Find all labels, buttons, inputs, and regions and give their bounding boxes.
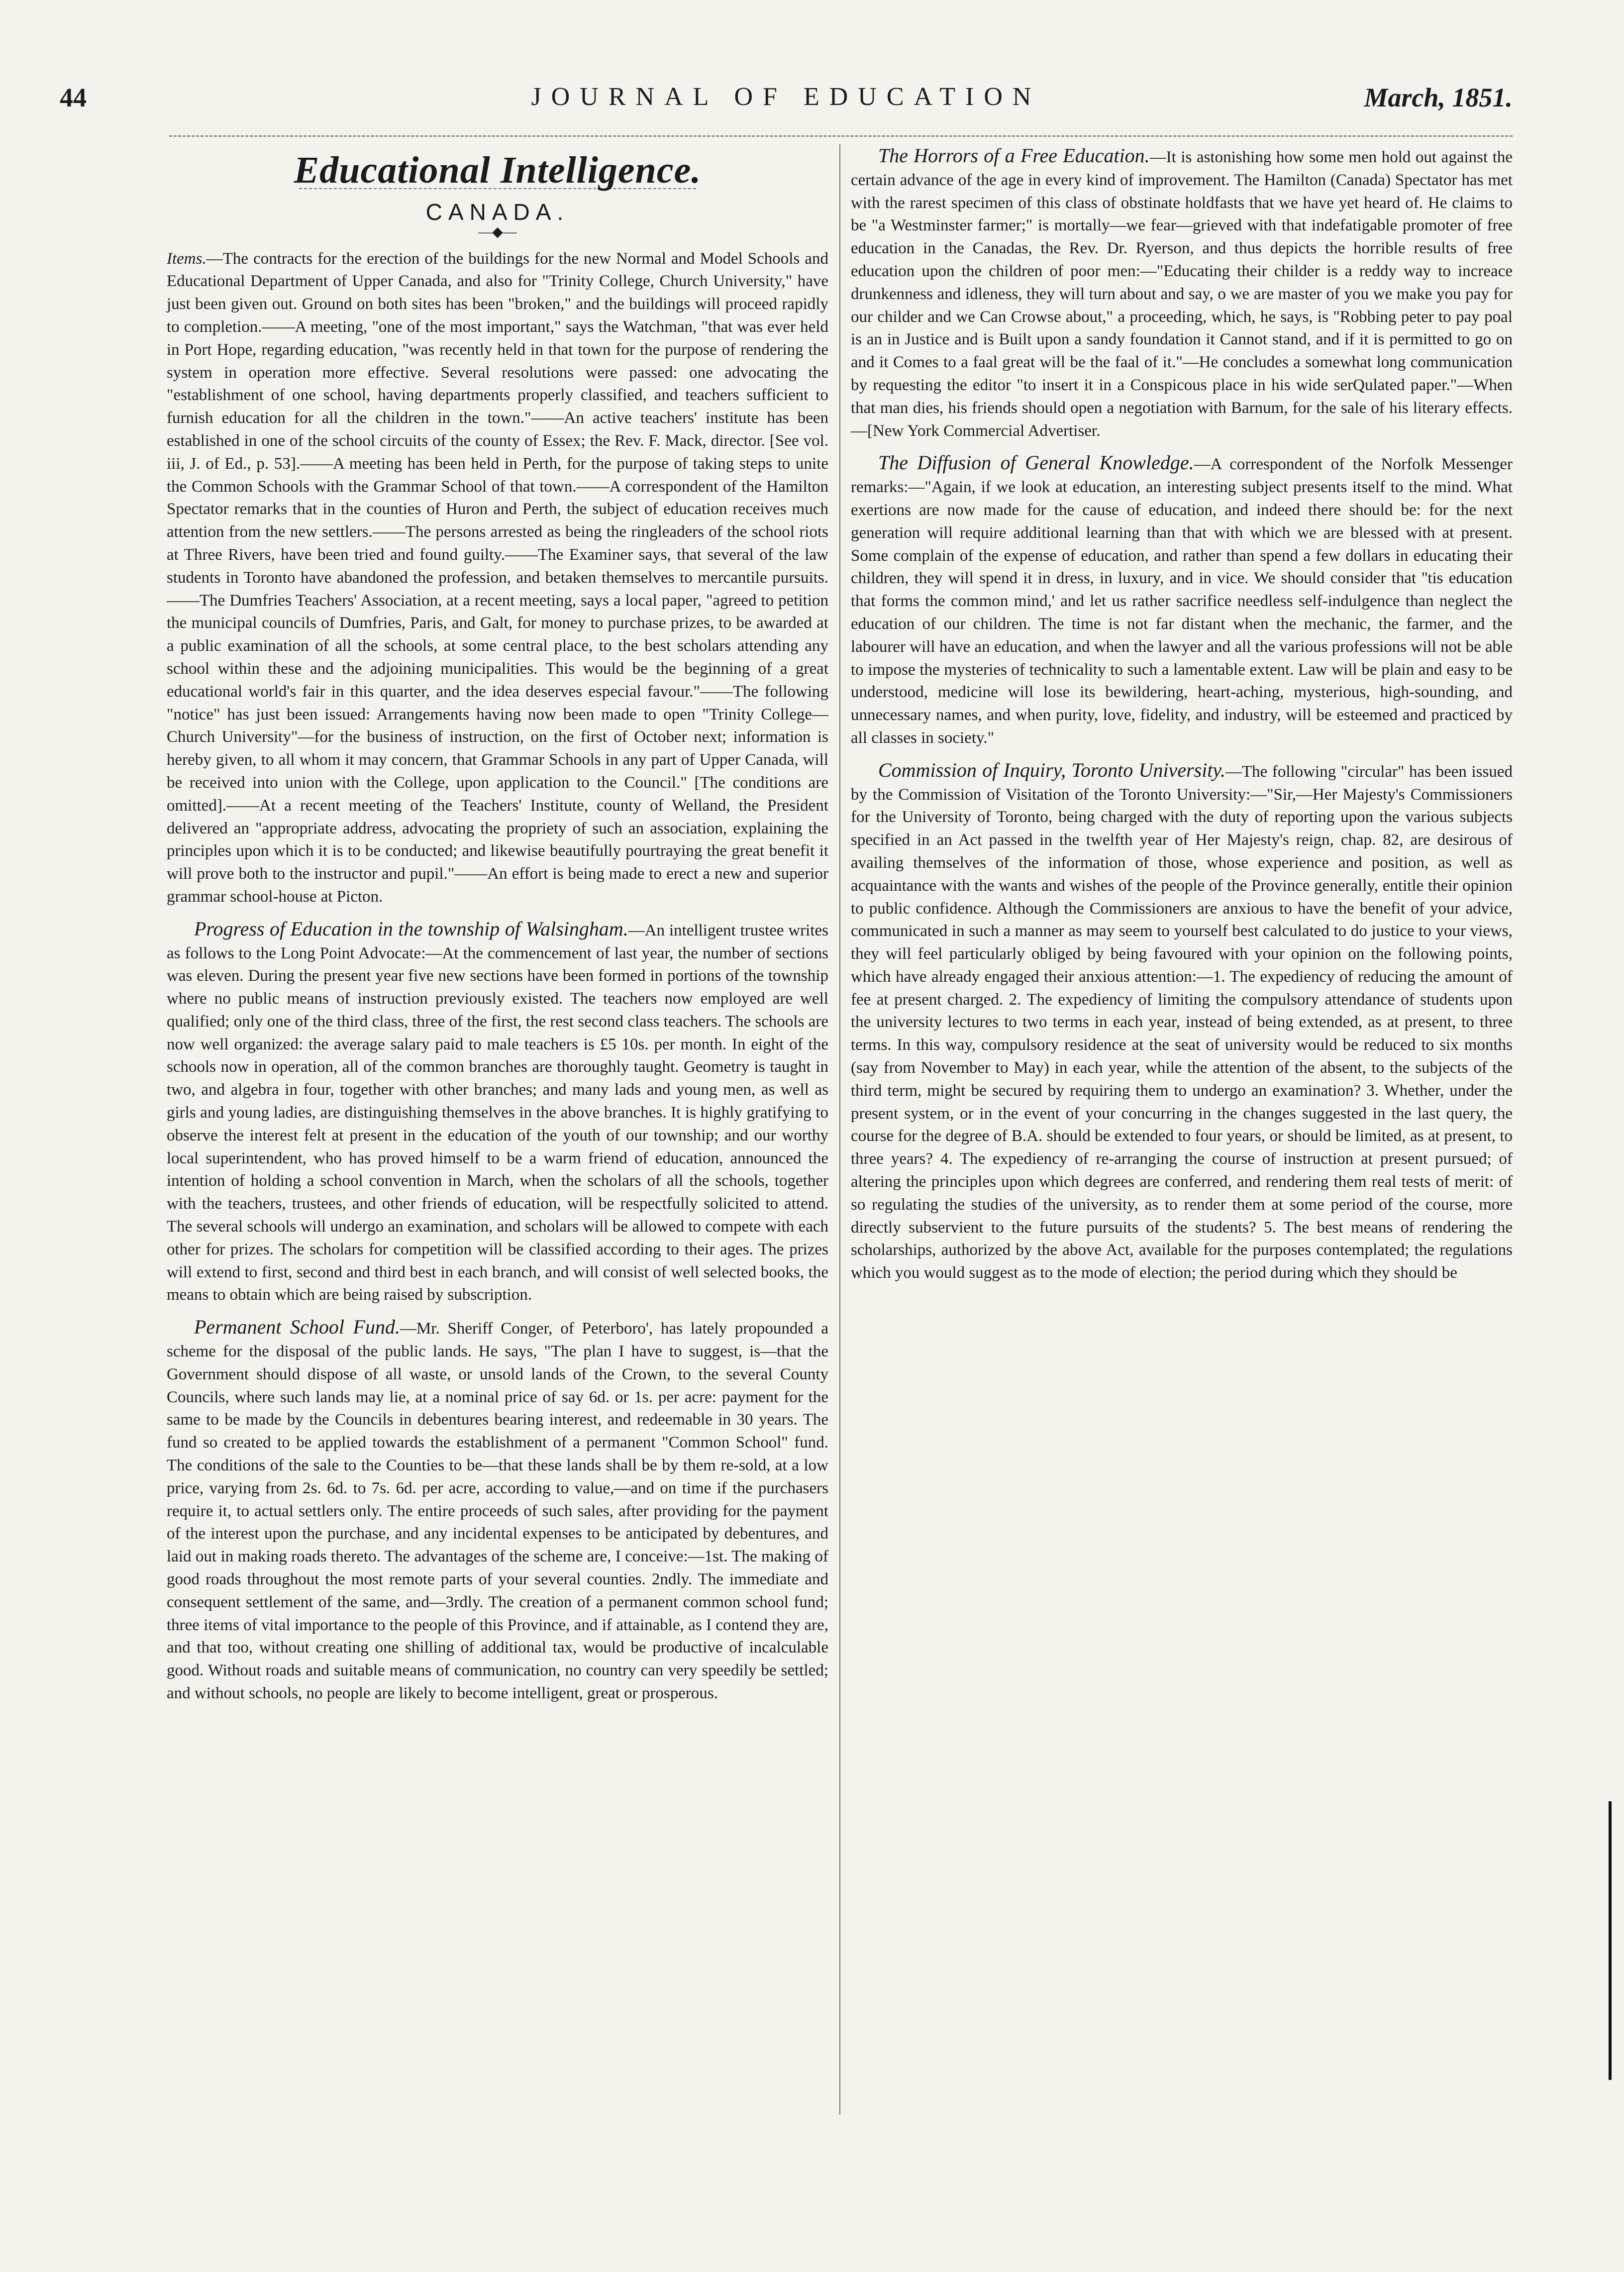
issue-date: March, 1851. (1364, 83, 1513, 112)
running-head (60, 82, 1513, 117)
article-body: —It is astonishing how some men hold out against the certain advance of the age in every kind of improvement. The Hamilton (Canada) Spectator has met with the rarest specimen of this class of obstinate holdfasts that we have yet heard of. He claims to be "a Westminster farmer;" is mortally—we fear—grieved with that indefatigable promoter of free education in the Canadas, the Rev. Dr. Ryerson, and thus depicts the horrible results of free education upon the children of poor men:—"Educating their childer is a reddy way to increace drunkenness and idleness, they will turn about and say, o we are master of you we make you pay for our childer and we Can Crowse about," a proceeding, which, he says, is "Robbing peter to pay poal is an in Justice and is Built upon a sandy foundation it Cannot stand, and if it is permitted to go on and it Comes to a faal great will be the faal of it."—He concludes a somewhat long communication by requesting the editor "to insert it in a Conspicous place in his wide serQulated paper."—When that man dies, his friends should open a negotiation with Barnum, for the sale of his literary effects.—[New York Commercial Advertiser. (851, 148, 1513, 440)
page-edge-mark (1609, 1801, 1612, 2080)
article-body: —The following "circular" has been issued by the Commission of Visitation of the Toronto University:—"Sir,—Her Majesty's Commissioners for the University of Toronto, being charged with the duty of reporting upon the various subjects specified in an Act passed in the twelfth year of Her Majesty's reign, chap. 82, are desirous of availing themselves of the information of those, whose experience and position, as well as acquaintance with the wants and wishes of the people of the Province generally, entitle their opinion to public confidence. Although the Commissioners are anxious to have the benefit of your advice, communicated in such a manner as may seem to yourself best calculated to do justice to your views, they will feel particularly obliged by being favoured with your opinion on the following points, which have already engaged their anxious attention:—1. The expediency of reducing the amount of fee at present charged. 2. The expediency of limiting the compulsory attendance of students upon the university lectures to two terms in each year, instead of being extended, as at present, to three terms. In this way, compulsory residence at the seat of university would be reduced to six months (say from November to May) in each year, while the attention of the absent, to the subjects of the third term, might be secured by requiring them to undergo an examination? 3. Whether, under the present system, or in the event of your concurring in the changes suggested in the last query, the course for the degree of B.A. should be extended to four years, or should be limited, as at present, to three years? 4. The expediency of re-arranging the course of instruction at present pursued; of altering the principles upon which degrees are conferred, and rendering them real tests of merit: of so regulating the studies of the university, as to render them at some period of the course, more directly subservient to the future pursuits of the students? 5. The best means of rendering the scholarships, authorized by the above Act, available for the purposes contemplated; the regulations which you would suggest as to the mode of election; the period during which they should be (851, 762, 1513, 1282)
article-horrors (851, 144, 1513, 442)
region-heading: CANADA. (425, 199, 570, 225)
left-column (167, 144, 828, 1714)
section-title: Educational Intelligence. (294, 149, 702, 191)
article-lead-in: Permanent School Fund. (194, 1316, 400, 1339)
article-diffusion (851, 451, 1513, 749)
article-lead-in: The Horrors of a Free Education. (878, 144, 1150, 167)
article-lead-in: Progress of Education in the township of Walsingham. (194, 917, 628, 940)
article-body: —A correspondent of the Norfolk Messenger remarks:—"Again, if we look at education, an interesting subject presents itself to the mind. What exertions are now made for the cause of education, and indeed there should be: for the next generation will require additional learning than that with which we are blessed with at present. Some complain of the expense of education, and rather than spend a few dollars in educating their children, they will spend it in dress, in luxury, and in vice. We should consider that ''tis education that forms the common mind,' and let us rather sacrifice needless self-indulgence than neglect the education of our children. The time is not far distant when the mechanic, the farmer, and the labourer will have an education, and when the lawyer and all the various professions will not be able to impose the mysteries of technicality to such a lamentable extent. Law will be plain and easy to be understood, medicine will lose its bewildering, heart-aching, mysterious, high-sounding, and unnecessary names, and when purity, love, fidelity, and industry, will be esteemed and practiced by all classes in society." (851, 455, 1513, 747)
ornament-divider: —◆— (478, 224, 517, 240)
article-lead-in: Items. (167, 249, 206, 268)
article-body: —The contracts for the erection of the buildings for the new Normal and Model Schools and Educational Department of Upper Canada, and also for "Trinity College, Church University," have just been given out. Ground on both sites has been "broken," and the buildings will proceed rapidly to completion.——A meeting, "one of the most important," says the Watchman, "that was ever held in Port Hope, regarding education, "was recently held in that town for the purpose of rendering the system in operation more effective. Several resolutions were passed: one advocating the "establishment of one school, having departments properly classified, and teachers sufficient to furnish education for all the children in the town."——An active teachers' institute has been established in one of the school circuits of the county of Essex; the Rev. F. Mack, director. [See vol. iii, J. of Ed., p. 53].——A meeting has been held in Perth, for the purpose of taking steps to unite the Common Schools with the Grammar School of that town.——A correspondent of the Hamilton Spectator remarks that in the counties of Huron and Perth, the subject of education receives much attention from the new settlers.——The persons arrested as being the ringleaders of the school riots at Three Rivers, have been tried and found guilty.——The Examiner says, that several of the law students in Toronto have abandoned the profession, and betaken themselves to mercantile pursuits.——The Dumfries Teachers' Association, at a recent meeting, says a local paper, "agreed to petition the municipal councils of Dumfries, Paris, and Galt, for money to purchase prizes, to be awarded at a public examination of all the schools, at some central place, to the best scholars attending any school within these and the adjoining municipalities. This would be the beginning of a great educational world's fair in this quarter, and the idea deserves especial favour."——The following "notice" has just been issued: Arrangements having now been made to open "Trinity College—Church University"—for the business of instruction, on the first of October next; information is hereby given, to all whom it may concern, that Grammar Schools in any part of Upper Canada, will be received into union with the College, upon application to the Council." [The conditions are omitted].——At a recent meeting of the Teachers' Institute, county of Welland, the President delivered an "appropriate address, advocating the propriety of such an association, explaining the principles upon which it is to be conducted; and likewise beautifully pourtraying the great benefit it will prove both to the instructor and pupil."——An effort is being made to erect a new and superior grammar school-house at Picton. (167, 249, 828, 906)
column-divider (839, 144, 840, 2115)
article-body: —An intelligent trustee writes as follows to the Long Point Advocate:—At the commencement of last year, the number of sections was eleven. During the present year five new sections have been formed in portions of the township where no public means of instruction previously existed. The teachers now employed are well qualified; only one of the third class, three of the first, the rest second class teachers. The schools are now well organized: the average salary paid to male teachers is £5 10s. per month. In eight of the schools now in operation, all of the common branches are thoroughly taught. Geometry is taught in two, and algebra in four, together with other branches; and many lads and young men, as well as girls and young ladies, are distinguishing themselves in the above branches. It is highly gratifying to observe the interest felt at present in the education of the youth of our township; and our worthy local superintendent, who has proved himself to be a warm friend of education, announced the intention of holding a school convention in March, when the scholars of all the schools, together with the teachers, trustees, and other friends of education, will be respectfully solicited to attend. The several schools will undergo an examination, and scholars will be allowed to compete with each other for prizes. The scholars for competition will be classified according to their ages. The prizes will extend to first, second and third best in each branch, and will consist of well selected books, the means to obtain which are being raised by subscription. (167, 921, 829, 1304)
article-items (167, 248, 828, 909)
journal-title: JOURNAL OF EDUCATION (531, 83, 1041, 111)
header-rule (169, 135, 1513, 137)
article-lead-in: The Diffusion of General Knowledge. (878, 451, 1194, 474)
right-column (851, 144, 1513, 1294)
article-lead-in: Commission of Inquiry, Toronto University. (878, 758, 1225, 781)
article-school-fund (167, 1316, 828, 1705)
article-walsingham (167, 918, 828, 1307)
article-commission (851, 759, 1513, 1285)
page-number: 44 (60, 83, 87, 112)
article-body: —Mr. Sheriff Conger, of Peterboro', has lately propounded a scheme for the disposal of the public lands. He says, "The plan I have to suggest, is—that the Government should dispose of all waste, or unsold lands of the Crown, to the several County Councils, where such lands may lie, at a nominal price of say 6d. or 1s. per acre: payment for the same to be made by the Councils in debentures bearing interest, and redeemable in 30 years. The fund so created to be applied towards the establishment of a permanent "Common School" fund. The conditions of the sale to the Counties to be—that these lands shall be by them re-sold, at a low price, varying from 2s. 6d. to 7s. 6d. per acre, according to value,—and on time if the purchasers require it, to actual settlers only. The entire proceeds of such sales, after providing for the payment of the interest upon the purchase, and any incidental expenses to be anticipated by debentures, and laid out in making roads thereto. The advantages of the scheme are, I conceive:—1st. The making of good roads throughout the most remote parts of your several counties. 2ndly. The immediate and consequent settlement of the same, and—3rdly. The creation of a permanent common school fund; three items of vital importance to the people of this Province, and if attainable, as I contend they are, and that too, without creating one shilling of additional tax, would be productive of incalculable good. Without roads and suitable means of communication, no country can very speedily be settled; and without schools, no people are likely to become intelligent, great or prosperous. (167, 1320, 828, 1702)
